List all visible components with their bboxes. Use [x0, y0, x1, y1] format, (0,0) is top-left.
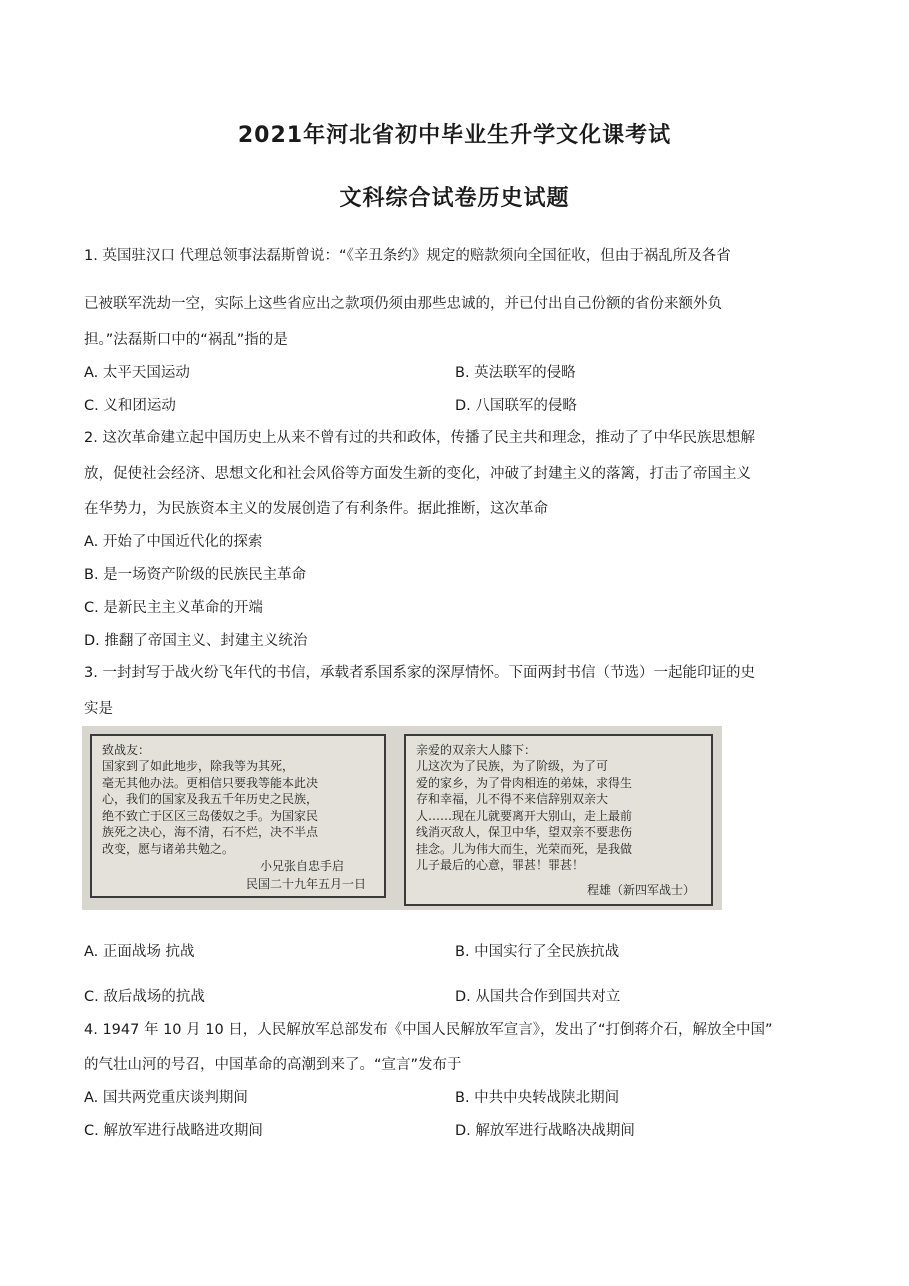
q1-stem-line-1: 1. 英国驻汉口 代理总领事法磊斯曾说：“《辛丑条约》规定的赔款须向全国征收，但由于祸乱所及各省 [84, 248, 731, 264]
q2-stem-line-3: 在华势力，为民族资本主义的发展创造了有利条件。据此推断，这次革命 [84, 501, 548, 517]
q4-option-d: D. 解放军进行战略决战期间 [455, 1123, 635, 1139]
q4-option-b: B. 中共中央转战陕北期间 [455, 1090, 620, 1106]
q2-option-b: B. 是一场资产阶级的民族民主革命 [84, 567, 307, 583]
q1-stem-line-2: 已被联军洗劫一空，实际上这些省应出之款项仍须由那些忠诚的，并已付出自己份额的省份来额外负 [84, 296, 722, 312]
q4-stem-line-2: 的气壮山河的号召，中国革命的高潮到来了。“宣言”发布于 [84, 1057, 462, 1073]
q2-stem-line-1: 2. 这次革命建立起中国历史上从来不曾有过的共和政体，传播了民主共和理念，推动了了中华民族思想解 [84, 430, 755, 446]
letter-zhang-zizhong [90, 734, 386, 898]
q1-option-d: D. 八国联军的侵略 [455, 398, 577, 414]
letter-left-signature: 小兄张自忠手启 [259, 859, 344, 873]
letter-right-signature: 程雄（新四军战士） [586, 883, 695, 897]
q3-stem-line-1: 3. 一封封写于战火纷飞年代的书信，承载者系国系家的深厚情怀。下面两封书信（节选）一起能印证的史 [84, 665, 755, 681]
q2-option-a: A. 开始了中国近代化的探索 [84, 534, 263, 550]
letters-photo [82, 726, 722, 910]
q4-stem-line-1: 4. 1947 年 10 月 10 日，人民解放军总部发布《中国人民解放军宣言》，发出了“打倒蒋介石，解放全中国” [84, 1022, 773, 1038]
letter-right-body: 儿这次为了民族，为了阶级，为了可 爱的家乡，为了骨肉相连的弟妹，求得生 存和幸福，儿不得不来信辞别双亲大 人……现在儿就要离开大别山，走上最前 线消灭敌人，保卫中华，望双亲不要悲伤 挂念。儿为伟大而生，光荣而死，是我做 儿子最后的心意，罪甚！罪甚！ [416, 759, 633, 872]
q1-option-c: C. 义和团运动 [84, 398, 176, 414]
exam-subtitle: 文科综合试卷历史试题 [339, 186, 570, 211]
letter-cheng-xiong [404, 734, 713, 906]
letter-right-greeting: 亲爱的双亲大人膝下： [416, 743, 537, 757]
q2-option-c: C. 是新民主主义革命的开端 [84, 600, 263, 616]
q3-option-c: C. 敌后战场的抗战 [84, 989, 205, 1005]
q1-stem-line-3: 担。”法磊斯口中的“祸乱”指的是 [84, 332, 288, 348]
q3-stem-line-2: 实是 [84, 701, 113, 717]
q1-option-a: A. 太平天国运动 [84, 365, 190, 381]
letter-left-body: 国家到了如此地步，除我等为其死， 毫无其他办法。更相信只要我等能本此决 心，我们的国家及我五千年历史之民族， 绝不致亡于区区三岛倭奴之手。为国家民 族死之决心，海不清，石不烂，决不半点 改变，愿与诸弟共勉之。 [102, 759, 319, 856]
q3-option-d: D. 从国共合作到国共对立 [455, 989, 621, 1005]
letter-left-date: 民国二十九年五月一日 [245, 877, 366, 891]
q1-option-b: B. 英法联军的侵略 [455, 365, 576, 381]
q4-option-c: C. 解放军进行战略进攻期间 [84, 1123, 263, 1139]
letter-left-greeting: 致战友： [102, 743, 151, 757]
q2-stem-line-2: 放，促使社会经济、思想文化和社会风俗等方面发生新的变化，冲破了封建主义的落篱，打击了帝国主义 [84, 466, 751, 482]
exam-title: 2021年河北省初中毕业生升学文化课考试 [237, 123, 672, 148]
q3-option-b: B. 中国实行了全民族抗战 [455, 944, 620, 960]
q3-option-a: A. 正面战场 抗战 [84, 944, 195, 960]
q4-option-a: A. 国共两党重庆谈判期间 [84, 1090, 248, 1106]
q2-option-d: D. 推翻了帝国主义、封建主义统治 [84, 633, 308, 649]
